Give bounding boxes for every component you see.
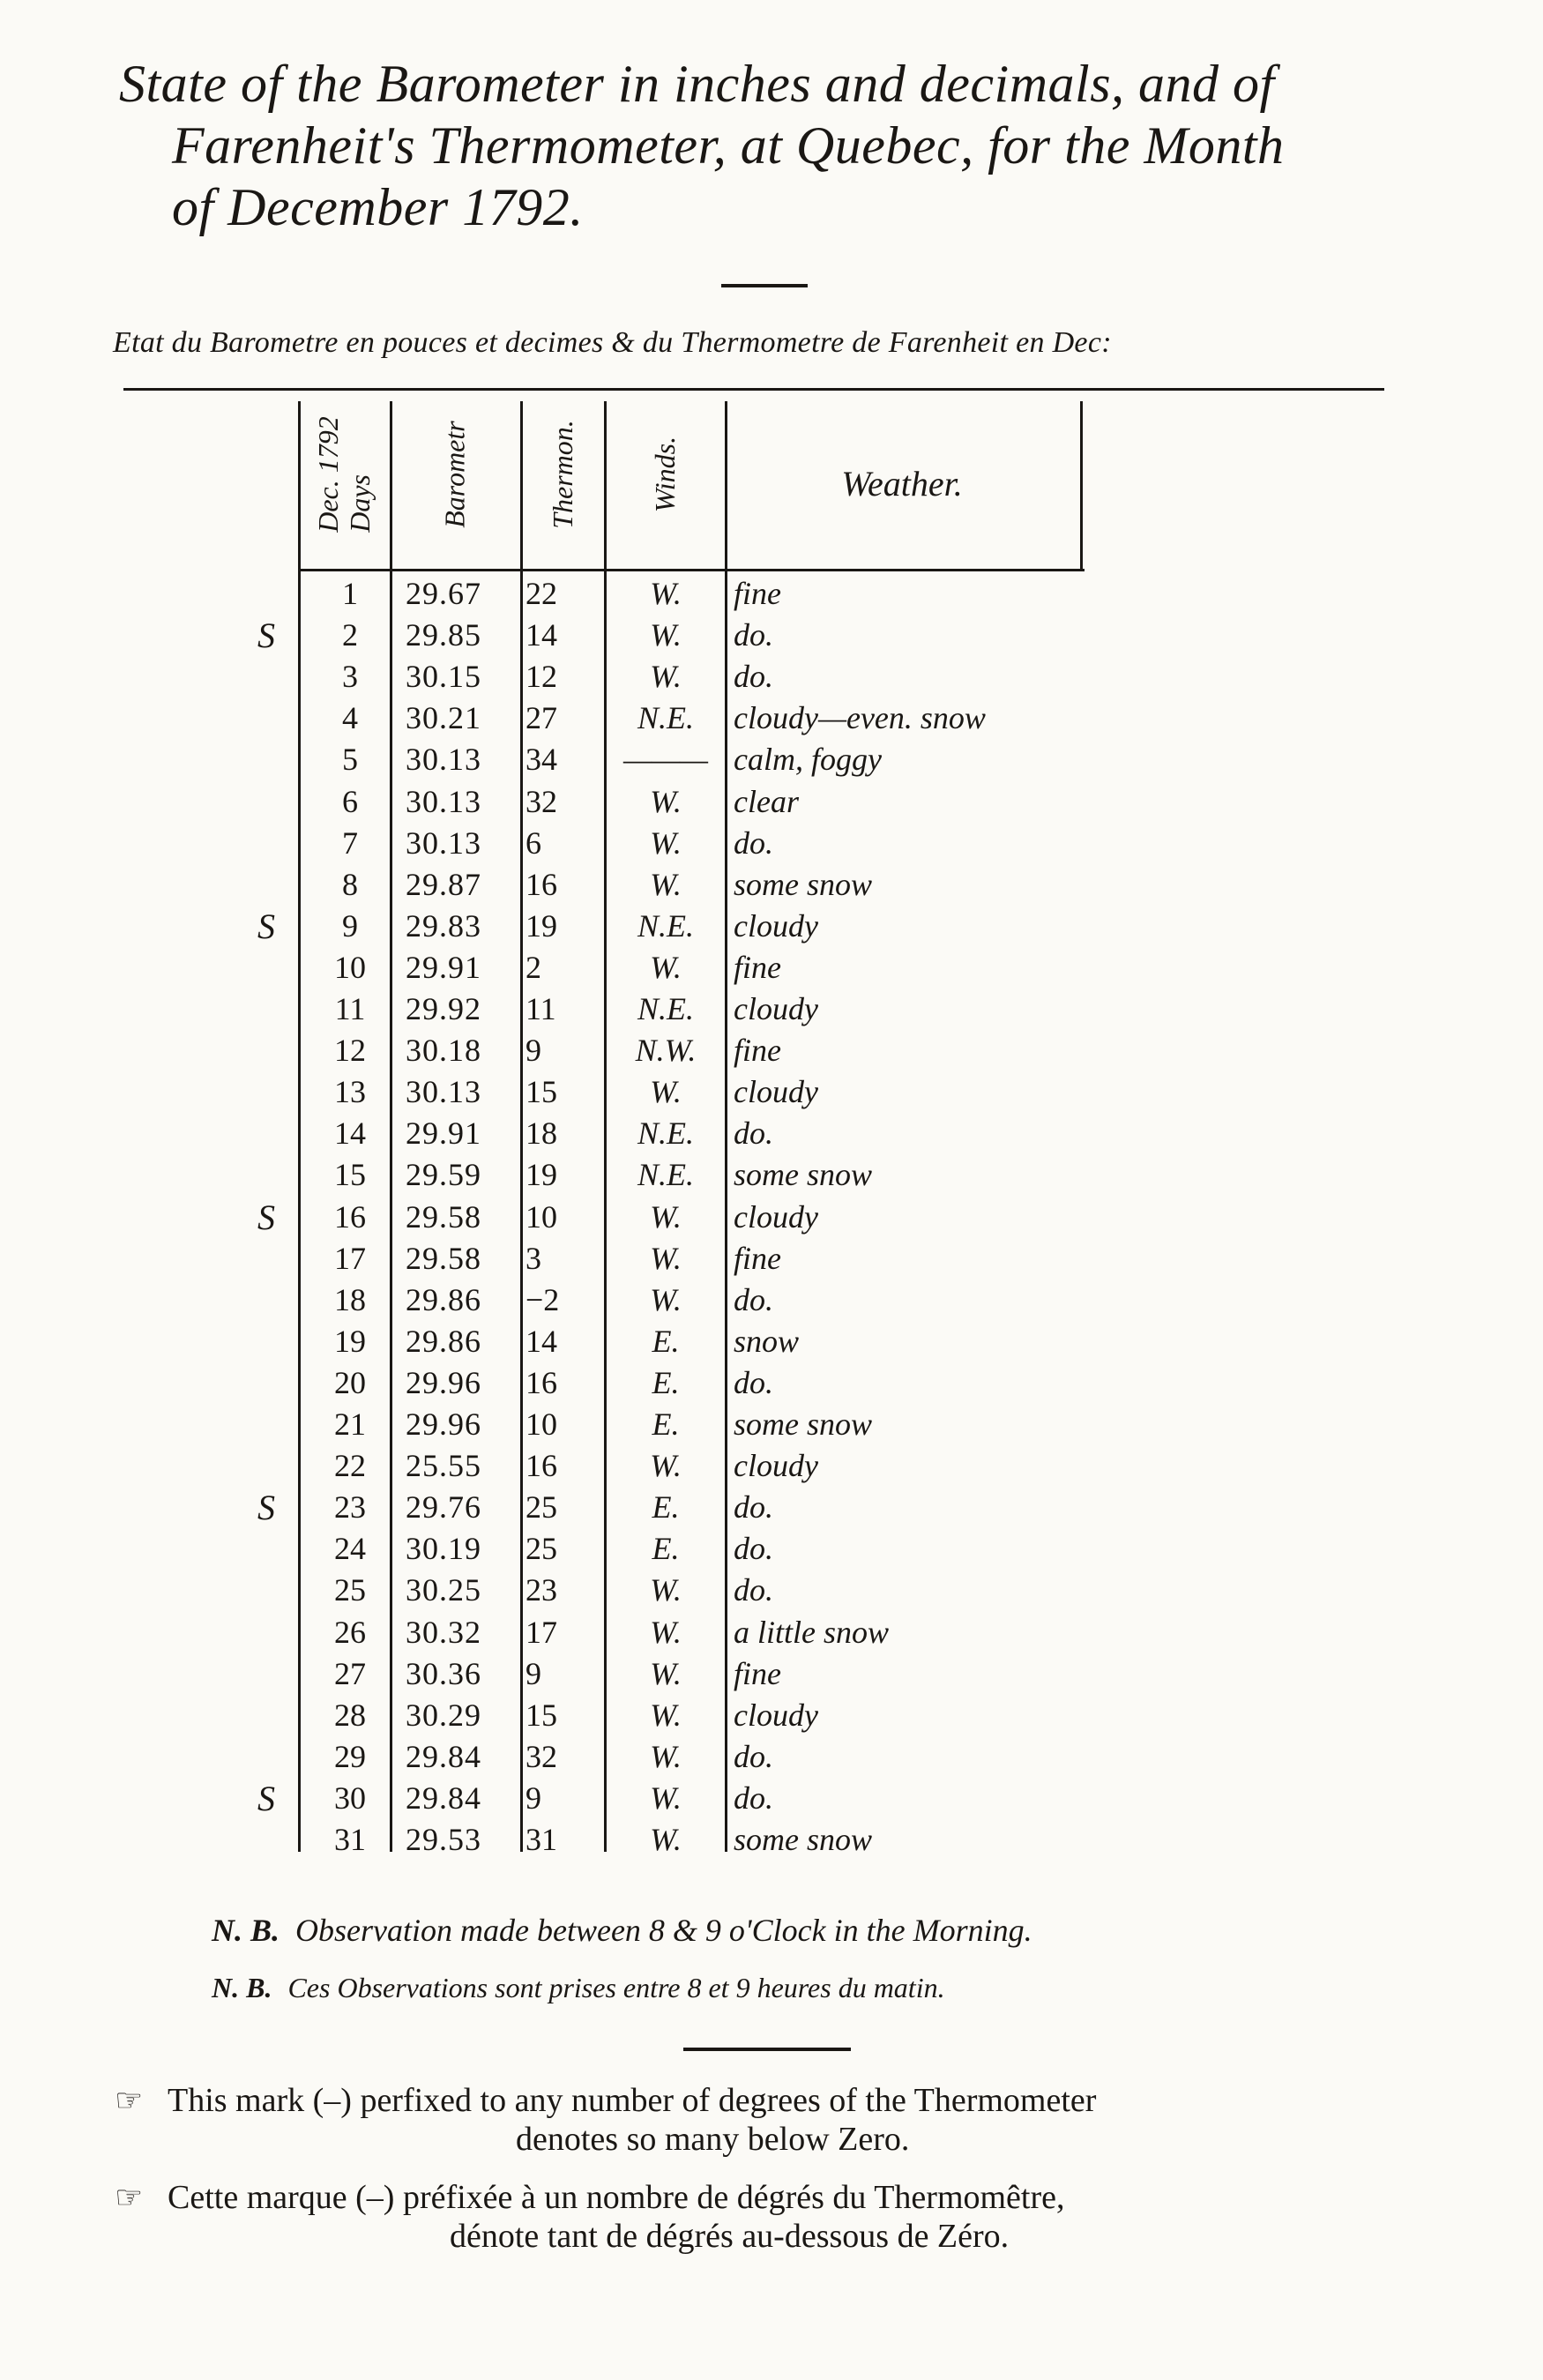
header-weather: Weather. bbox=[841, 464, 963, 504]
wind-cell: W. bbox=[650, 1240, 682, 1276]
day-cell: 22 bbox=[334, 1448, 366, 1484]
table-row bbox=[0, 1653, 1543, 1695]
weather-cell: fine bbox=[734, 1033, 781, 1069]
table-row bbox=[0, 1238, 1543, 1280]
thermometer-cell: 3 bbox=[526, 1240, 541, 1276]
wind-cell: E. bbox=[652, 1323, 680, 1359]
barometer-cell: 29.96 bbox=[406, 1364, 481, 1400]
table-row bbox=[0, 1612, 1543, 1653]
note-french-text: Ces Observations sont prises entre 8 et 9 heures du matin. bbox=[287, 1972, 945, 2003]
table-row bbox=[0, 1404, 1543, 1445]
barometer-cell: 29.92 bbox=[406, 991, 481, 1026]
day-cell: 24 bbox=[334, 1531, 366, 1567]
thermometer-cell: 16 bbox=[526, 1448, 557, 1484]
thermometer-cell: 32 bbox=[526, 783, 557, 819]
day-cell: 2 bbox=[342, 617, 358, 653]
sunday-mark: S bbox=[257, 1488, 275, 1528]
wind-cell: W. bbox=[650, 1614, 682, 1650]
thermometer-cell: 25 bbox=[526, 1489, 557, 1526]
sunday-mark: S bbox=[257, 906, 275, 946]
barometer-cell: 30.13 bbox=[406, 1074, 481, 1110]
remark-english-line-2: denotes so many below Zero. bbox=[516, 2121, 910, 2158]
day-cell: 21 bbox=[334, 1406, 366, 1442]
thermometer-cell: 32 bbox=[526, 1738, 557, 1774]
wind-cell: N.W. bbox=[635, 1033, 697, 1069]
remark-french bbox=[115, 2178, 1420, 2256]
table-row bbox=[0, 1570, 1543, 1611]
wind-cell: N.E. bbox=[637, 991, 694, 1026]
weather-cell: do. bbox=[734, 617, 773, 653]
thermometer-cell: 9 bbox=[526, 1779, 541, 1816]
weather-cell: some snow bbox=[734, 1157, 873, 1193]
wind-cell: W. bbox=[650, 617, 682, 653]
table-row bbox=[0, 947, 1543, 989]
barometer-cell: 30.32 bbox=[406, 1614, 481, 1650]
barometer-cell: 30.13 bbox=[406, 742, 481, 778]
table-row bbox=[0, 823, 1543, 864]
table-row bbox=[0, 1487, 1543, 1528]
day-cell: 15 bbox=[334, 1157, 366, 1193]
weather-cell: some snow bbox=[734, 1822, 873, 1857]
day-cell: 18 bbox=[334, 1281, 366, 1317]
barometer-cell: 29.91 bbox=[406, 949, 481, 985]
thermometer-cell: 18 bbox=[526, 1115, 557, 1152]
weather-cell: cloudy bbox=[734, 1448, 818, 1484]
thermometer-cell: 17 bbox=[526, 1614, 557, 1650]
wind-cell: W. bbox=[650, 576, 682, 611]
thermometer-cell: 2 bbox=[526, 949, 541, 985]
barometer-cell: 30.13 bbox=[406, 783, 481, 819]
wind-cell: W. bbox=[650, 1655, 682, 1691]
day-cell: 13 bbox=[334, 1074, 366, 1110]
table-row bbox=[0, 906, 1543, 947]
thermometer-cell: 12 bbox=[526, 659, 557, 695]
sunday-mark: S bbox=[257, 1778, 275, 1818]
weather-cell: calm, foggy bbox=[734, 742, 882, 778]
barometer-cell: 30.15 bbox=[406, 659, 481, 695]
thermometer-cell: 27 bbox=[526, 700, 557, 736]
remark-english-line-1: This mark (–) perfixed to any number of degrees of the Thermometer bbox=[168, 2082, 1097, 2119]
pointing-hand-icon: ☞ bbox=[115, 2180, 144, 2215]
weather-cell: do. bbox=[734, 824, 773, 861]
weather-cell: do. bbox=[734, 1281, 773, 1317]
header-thermometer bbox=[522, 397, 603, 551]
remark-english bbox=[115, 2081, 1420, 2159]
weather-cell: some snow bbox=[734, 866, 873, 902]
wind-cell: W. bbox=[650, 1281, 682, 1317]
thermometer-cell: 10 bbox=[526, 1198, 557, 1235]
wind-cell: E. bbox=[652, 1531, 680, 1567]
barometer-cell: 30.13 bbox=[406, 824, 481, 861]
day-cell: 12 bbox=[334, 1033, 366, 1069]
wind-cell: W. bbox=[650, 866, 682, 902]
weather-cell: do. bbox=[734, 659, 773, 695]
wind-cell: W. bbox=[650, 1572, 682, 1608]
thermometer-cell: 11 bbox=[526, 991, 556, 1026]
header-thermometer-label: Thermon. bbox=[547, 419, 578, 529]
thermometer-cell: 14 bbox=[526, 617, 557, 653]
weather-cell: cloudy bbox=[734, 1697, 818, 1733]
remark-french-line-2: dénote tant de dégrés au-dessous de Zéro. bbox=[450, 2218, 1010, 2255]
table-row bbox=[0, 656, 1543, 698]
barometer-cell: 29.84 bbox=[406, 1779, 481, 1816]
wind-cell: W. bbox=[650, 1779, 682, 1816]
table-row bbox=[0, 739, 1543, 780]
barometer-cell: 29.76 bbox=[406, 1489, 481, 1526]
day-cell: 3 bbox=[342, 659, 358, 695]
title-line-1: State of the Barometer in inches and decimals, and of bbox=[119, 55, 1275, 113]
weather-cell: do. bbox=[734, 1115, 773, 1152]
title-line-2: Farenheit's Thermometer, at Quebec, for the Month bbox=[172, 116, 1285, 175]
table-row bbox=[0, 573, 1543, 615]
barometer-cell: 30.19 bbox=[406, 1531, 481, 1567]
barometer-cell: 29.96 bbox=[406, 1406, 481, 1442]
weather-cell: cloudy bbox=[734, 991, 818, 1026]
header-winds-label: Winds. bbox=[648, 436, 681, 512]
day-cell: 29 bbox=[334, 1738, 366, 1774]
header-winds bbox=[606, 397, 724, 551]
wind-cell: W. bbox=[650, 824, 682, 861]
day-cell: 1 bbox=[342, 576, 358, 611]
weather-cell: cloudy bbox=[734, 907, 818, 944]
note-english-text: Observation made between 8 & 9 o'Clock in the Morning. bbox=[295, 1913, 1032, 1948]
barometer-cell: 29.91 bbox=[406, 1115, 481, 1152]
sunday-mark: S bbox=[257, 616, 275, 656]
thermometer-cell: −2 bbox=[526, 1281, 560, 1317]
thermometer-cell: 34 bbox=[526, 742, 557, 778]
barometer-cell: 29.85 bbox=[406, 617, 481, 653]
wind-cell: W. bbox=[650, 659, 682, 695]
day-cell: 26 bbox=[334, 1614, 366, 1650]
thermometer-cell: 25 bbox=[526, 1531, 557, 1567]
wind-cell: W. bbox=[650, 1738, 682, 1774]
day-cell: 16 bbox=[334, 1198, 366, 1235]
table-row bbox=[0, 1280, 1543, 1321]
day-cell: 6 bbox=[342, 783, 358, 819]
barometer-cell: 30.25 bbox=[406, 1572, 481, 1608]
weather-cell: do. bbox=[734, 1738, 773, 1774]
column-divider bbox=[1080, 401, 1083, 569]
notes-divider bbox=[683, 2048, 851, 2051]
title-line-3: of December 1792. bbox=[172, 178, 584, 236]
header-bottom-rule bbox=[298, 569, 1085, 571]
wind-cell: N.E. bbox=[637, 907, 694, 944]
table-top-rule bbox=[123, 388, 1384, 391]
day-cell: 9 bbox=[342, 907, 358, 944]
weather-cell: some snow bbox=[734, 1406, 873, 1442]
barometer-cell: 25.55 bbox=[406, 1448, 481, 1484]
day-cell: 14 bbox=[334, 1115, 366, 1152]
barometer-cell: 29.53 bbox=[406, 1822, 481, 1857]
barometer-cell: 29.58 bbox=[406, 1198, 481, 1235]
day-cell: 25 bbox=[334, 1572, 366, 1608]
weather-cell: a little snow bbox=[734, 1614, 890, 1650]
weather-cell: clear bbox=[734, 783, 799, 819]
note-english bbox=[212, 1912, 1358, 1949]
barometer-cell: 30.36 bbox=[406, 1655, 481, 1691]
day-cell: 19 bbox=[334, 1323, 366, 1359]
thermometer-cell: 19 bbox=[526, 1157, 557, 1193]
table-row bbox=[0, 615, 1543, 656]
note-french-label: N. B. bbox=[212, 1972, 272, 2003]
thermometer-cell: 19 bbox=[526, 907, 557, 944]
barometer-cell: 29.67 bbox=[406, 576, 481, 611]
wind-cell: N.E. bbox=[637, 1157, 694, 1193]
day-cell: 7 bbox=[342, 824, 358, 861]
table-row bbox=[0, 1030, 1543, 1071]
header-days-line-1: Dec. 1792 bbox=[312, 415, 345, 533]
weather-cell: fine bbox=[734, 1655, 781, 1691]
weather-cell: fine bbox=[734, 576, 781, 611]
table-row bbox=[0, 1071, 1543, 1113]
note-french bbox=[212, 1972, 1358, 2004]
table-row bbox=[0, 1819, 1543, 1861]
remark-french-line-1: Cette marque (–) préfixée à un nombre de dégrés du Thermomêtre, bbox=[168, 2179, 1065, 2216]
sunday-mark: S bbox=[257, 1197, 275, 1237]
header-days bbox=[300, 397, 388, 551]
table-row bbox=[0, 1778, 1543, 1819]
wind-cell: W. bbox=[650, 949, 682, 985]
day-cell: 28 bbox=[334, 1697, 366, 1733]
header-days-line-2: Days bbox=[344, 474, 376, 533]
table-row bbox=[0, 1113, 1543, 1154]
barometer-cell: 29.84 bbox=[406, 1738, 481, 1774]
weather-cell: cloudy bbox=[734, 1074, 818, 1110]
weather-cell: cloudy—even. snow bbox=[734, 700, 986, 736]
barometer-cell: 29.83 bbox=[406, 907, 481, 944]
barometer-cell: 29.59 bbox=[406, 1157, 481, 1193]
weather-cell: cloudy bbox=[734, 1198, 818, 1235]
barometer-cell: 30.29 bbox=[406, 1697, 481, 1733]
table-row bbox=[0, 1321, 1543, 1362]
note-english-label: N. B. bbox=[212, 1913, 280, 1948]
barometer-cell: 29.86 bbox=[406, 1323, 481, 1359]
header-barometer-label: Barometr bbox=[439, 420, 471, 528]
table-row bbox=[0, 1154, 1543, 1196]
thermometer-cell: 16 bbox=[526, 866, 557, 902]
wind-cell: W. bbox=[650, 1697, 682, 1733]
day-cell: 5 bbox=[342, 742, 358, 778]
wind-cell: N.E. bbox=[637, 1115, 694, 1152]
wind-cell: ——— bbox=[622, 742, 709, 778]
weather-cell: do. bbox=[734, 1779, 773, 1816]
day-cell: 31 bbox=[334, 1822, 366, 1857]
french-subtitle: Etat du Barometre en pouces et decimes & du Thermometre de Farenheit en Dec: bbox=[113, 326, 1112, 359]
barometer-cell: 29.87 bbox=[406, 866, 481, 902]
table-row bbox=[0, 989, 1543, 1030]
weather-cell: do. bbox=[734, 1364, 773, 1400]
table-row bbox=[0, 864, 1543, 906]
barometer-cell: 29.86 bbox=[406, 1281, 481, 1317]
wind-cell: W. bbox=[650, 1074, 682, 1110]
thermometer-cell: 31 bbox=[526, 1822, 557, 1857]
wind-cell: W. bbox=[650, 783, 682, 819]
table-row bbox=[0, 1445, 1543, 1487]
header-barometer bbox=[391, 397, 518, 551]
thermometer-cell: 10 bbox=[526, 1406, 557, 1442]
wind-cell: W. bbox=[650, 1448, 682, 1484]
table-row bbox=[0, 698, 1543, 739]
weather-cell: fine bbox=[734, 949, 781, 985]
day-cell: 10 bbox=[334, 949, 366, 985]
weather-cell: do. bbox=[734, 1531, 773, 1567]
thermometer-cell: 16 bbox=[526, 1364, 557, 1400]
barometer-cell: 30.18 bbox=[406, 1033, 481, 1069]
thermometer-cell: 22 bbox=[526, 576, 557, 611]
weather-cell: do. bbox=[734, 1489, 773, 1526]
day-cell: 30 bbox=[334, 1779, 366, 1816]
day-cell: 11 bbox=[334, 991, 366, 1026]
wind-cell: E. bbox=[652, 1489, 680, 1526]
day-cell: 8 bbox=[342, 866, 358, 902]
thermometer-cell: 14 bbox=[526, 1323, 557, 1359]
day-cell: 4 bbox=[342, 700, 358, 736]
table-row bbox=[0, 1528, 1543, 1570]
weather-cell: do. bbox=[734, 1572, 773, 1608]
day-cell: 27 bbox=[334, 1655, 366, 1691]
weather-cell: fine bbox=[734, 1240, 781, 1276]
thermometer-cell: 9 bbox=[526, 1033, 541, 1069]
day-cell: 20 bbox=[334, 1364, 366, 1400]
wind-cell: W. bbox=[650, 1822, 682, 1857]
thermometer-cell: 15 bbox=[526, 1074, 557, 1110]
pointing-hand-icon: ☞ bbox=[115, 2083, 144, 2118]
wind-cell: E. bbox=[652, 1364, 680, 1400]
table-row bbox=[0, 1736, 1543, 1778]
wind-cell: E. bbox=[652, 1406, 680, 1442]
barometer-cell: 30.21 bbox=[406, 700, 481, 736]
thermometer-cell: 23 bbox=[526, 1572, 557, 1608]
thermometer-cell: 15 bbox=[526, 1697, 557, 1733]
day-cell: 17 bbox=[334, 1240, 366, 1276]
thermometer-cell: 9 bbox=[526, 1655, 541, 1691]
table-row bbox=[0, 781, 1543, 823]
barometer-cell: 29.58 bbox=[406, 1240, 481, 1276]
wind-cell: W. bbox=[650, 1198, 682, 1235]
table-row bbox=[0, 1197, 1543, 1238]
wind-cell: N.E. bbox=[637, 700, 694, 736]
table-row bbox=[0, 1362, 1543, 1404]
day-cell: 23 bbox=[334, 1489, 366, 1526]
page-title bbox=[110, 53, 1433, 238]
table-row bbox=[0, 1695, 1543, 1736]
thermometer-cell: 6 bbox=[526, 824, 541, 861]
title-divider bbox=[721, 284, 808, 287]
weather-cell: snow bbox=[734, 1323, 800, 1359]
